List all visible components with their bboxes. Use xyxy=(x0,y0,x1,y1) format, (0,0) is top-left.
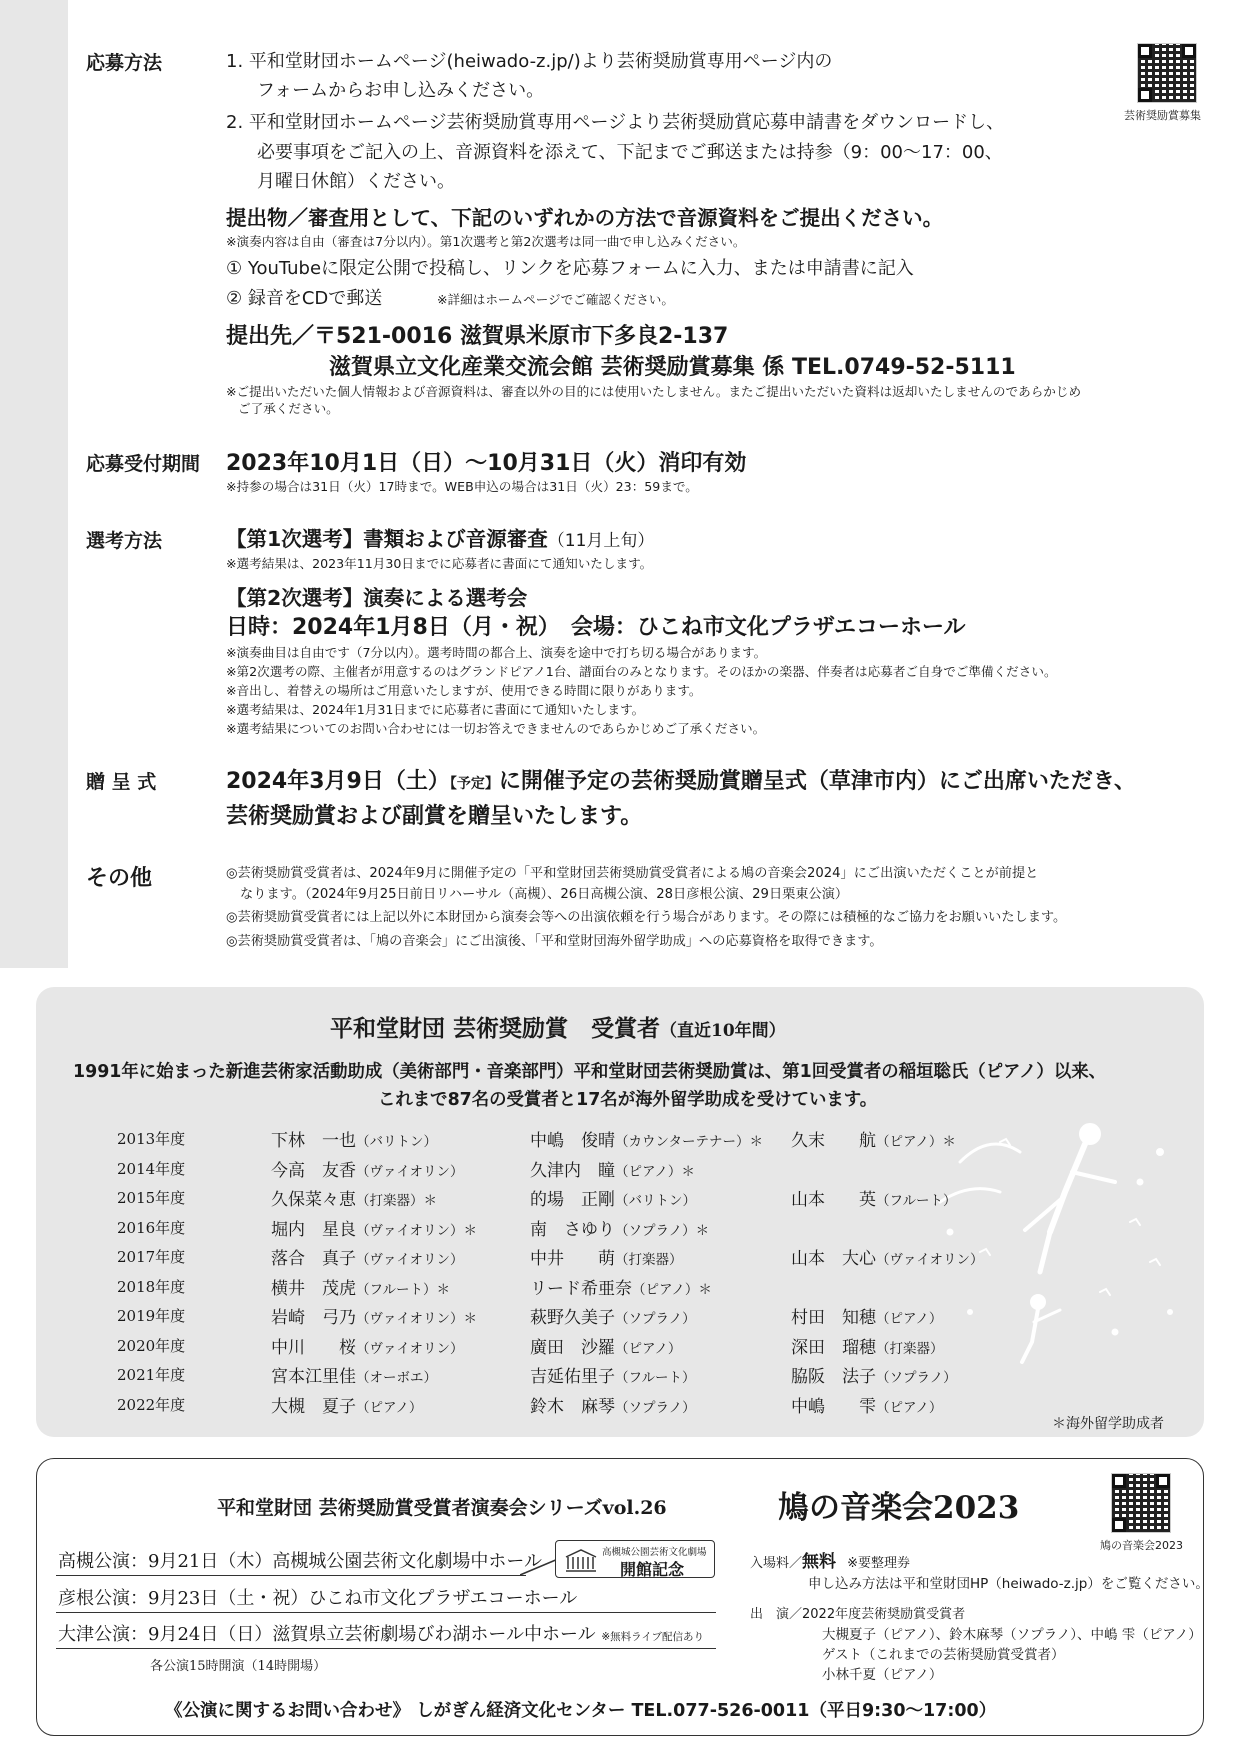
show-extra-note: ※無料ライブ配信あり xyxy=(601,1631,705,1643)
show-underline xyxy=(56,1648,716,1649)
winner-entry xyxy=(271,1126,437,1151)
show-detail: ：9月24日（日）滋賀県立芸術劇場びわ湖ホール中ホール xyxy=(130,1624,596,1645)
winner-name: 廣田 沙羅 xyxy=(530,1337,615,1358)
winner-instrument: （ピアノ） xyxy=(356,1399,423,1416)
winner-entry xyxy=(530,1156,695,1181)
second-selection-title: 【第2次選考】演奏による選考会 xyxy=(226,586,528,610)
winner-year: 2020年度 xyxy=(117,1336,186,1355)
show-city: 彦根公演 xyxy=(58,1588,130,1609)
winners-title xyxy=(330,1010,786,1043)
concert-title: 鳩の音楽会2023 xyxy=(778,1490,1020,1526)
winner-year: 2015年度 xyxy=(117,1189,186,1207)
application-item2-line2: 必要事項をご記入の上、音源資料を添えて、下記までご郵送または持参（9：00～17：00、 xyxy=(257,142,1003,163)
show-city: 高槻公演 xyxy=(58,1551,130,1572)
first-selection-note: ※選考結果は、2023年11月30日までに応募者に書面にて通知いたします。 xyxy=(226,556,653,571)
left-margin-bar xyxy=(0,0,68,968)
guest: 小林千夏（ピアノ） xyxy=(822,1667,943,1683)
winner-year: 2016年度 xyxy=(117,1218,186,1237)
winner-name: 落合 真子 xyxy=(271,1249,356,1269)
winner-instrument: （ヴァイオリン） xyxy=(356,1340,464,1357)
section-label-application: 応募方法 xyxy=(86,52,163,74)
winner-entry xyxy=(271,1215,477,1240)
winners-title-sub: （直近10年間） xyxy=(660,1021,786,1041)
winner-entry xyxy=(530,1185,696,1210)
winner-instrument: （ヴァイオリン）＊ xyxy=(356,1222,477,1239)
winner-name: 堀内 星良 xyxy=(271,1219,356,1240)
qr-code-concert[interactable] xyxy=(1111,1473,1171,1533)
winner-year: 2013年度 xyxy=(117,1130,186,1148)
section-label-ceremony: 贈 呈 式 xyxy=(86,771,157,793)
application-item2-line3: 月曜日休館）ください。 xyxy=(257,171,455,192)
submit-note: ※演奏内容は自由（審査は7分以内）。第1次選考と第2次選考は同一曲で申し込みください。 xyxy=(226,234,746,249)
submit-option-cd: ② 録音をCDで郵送 xyxy=(226,288,383,309)
first-selection-heading xyxy=(226,522,654,552)
winner-entry xyxy=(271,1392,422,1417)
winners-intro-line1: 1991年に始まった新進芸術家活動助成（美術部門・音楽部門）平和堂財団芸術奨励賞は、第1回受賞者の稲垣聡氏（ピアノ）以来、 xyxy=(73,1062,1106,1082)
guest-label: ゲスト（これまでの芸術奨励賞受賞者） xyxy=(822,1647,1065,1663)
winner-instrument: （フルート） xyxy=(876,1193,957,1209)
winner-instrument: （バリトン） xyxy=(615,1193,696,1209)
winner-year: 2014年度 xyxy=(117,1159,186,1178)
winner-name: 山本 英 xyxy=(791,1190,876,1210)
show-takatsuki xyxy=(58,1547,542,1573)
performers: 大槻夏子（ピアノ）、鈴木麻琴（ソプラノ）、中嶋 雫（ピアノ） xyxy=(822,1627,1202,1643)
winner-instrument: （ピアノ）＊ xyxy=(876,1134,956,1150)
selection-note: ※選考結果についてのお問い合わせには一切お答えできませんのであらかじめご了承ください。 xyxy=(226,721,766,736)
winner-instrument: （ヴァイオリン） xyxy=(876,1252,984,1268)
concert-series: 平和堂財団 芸術奨励賞受賞者演奏会シリーズvol.26 xyxy=(217,1497,667,1519)
winner-name: 鈴木 麻琴 xyxy=(530,1396,615,1417)
winner-entry xyxy=(271,1362,437,1387)
winner-name: 萩野久美子 xyxy=(530,1308,615,1328)
winner-year: 2017年度 xyxy=(117,1248,186,1266)
first-selection-title: 【第1次選考】書類および音源審査 xyxy=(226,527,548,551)
winner-entry xyxy=(530,1333,681,1358)
show-city: 大津公演 xyxy=(58,1624,130,1645)
winner-name: 深田 瑠穂 xyxy=(791,1337,876,1358)
other-note: ◎芸術奨励賞受賞者は、2024年9月に開催予定の「平和堂財団芸術奨励賞受賞者による鳩の音楽会2024」にご出演いただくことが前提と xyxy=(226,866,1039,881)
winner-name: 中川 桜 xyxy=(271,1337,356,1358)
submit-heading: 提出物／審査用として、下記のいずれかの方法で音源資料をご提出ください。 xyxy=(226,206,944,230)
application-period: 2023年10月1日（日）～10月31日（火）消印有効 xyxy=(226,451,747,476)
winner-instrument: （ソプラノ） xyxy=(615,1399,696,1416)
winner-name: 吉延佑里子 xyxy=(530,1367,615,1387)
winner-name: 中井 萌 xyxy=(530,1249,615,1269)
winner-instrument: （打楽器） xyxy=(615,1252,683,1268)
winner-instrument: （ソプラノ） xyxy=(615,1311,696,1327)
winner-instrument: （ピアノ）＊ xyxy=(615,1163,695,1180)
winner-entry xyxy=(791,1392,942,1417)
music-figures-illustration xyxy=(900,1112,1200,1372)
ceremony-line1 xyxy=(226,764,1136,795)
winner-instrument: （ヴァイオリン） xyxy=(356,1252,464,1268)
winner-name: 岩崎 弓乃 xyxy=(271,1308,356,1328)
badge-theater-name: 高槻城公園芸術文化劇場 xyxy=(602,1547,707,1558)
privacy-note-line2: ご了承ください。 xyxy=(238,401,339,416)
ceremony-tentative-tag: 【予定】 xyxy=(449,776,499,792)
winner-entry xyxy=(271,1274,450,1299)
section-label-other: その他 xyxy=(86,866,153,891)
winner-name: 久津内 瞳 xyxy=(530,1160,615,1181)
winner-instrument: （フルート）＊ xyxy=(356,1281,450,1298)
winner-instrument: （オーボエ） xyxy=(356,1370,437,1386)
show-otsu xyxy=(58,1620,704,1646)
winner-entry xyxy=(271,1303,477,1328)
selection-note: ※音出し、着替えの場所はご用意いたしますが、使用できる時間に限りがあります。 xyxy=(226,683,702,698)
start-time: 各公演15時開演（14時開場） xyxy=(150,1659,327,1674)
section-label-selection: 選考方法 xyxy=(86,530,163,552)
winner-name: 横井 茂虎 xyxy=(271,1278,356,1299)
submission-address-line2: 滋賀県立文化産業交流会館 芸術奨励賞募集 係 TEL.0749-52-5111 xyxy=(329,355,1016,380)
winner-name: 中嶋 雫 xyxy=(791,1396,876,1417)
selection-note: ※第2次選考の際、主催者が用意するのはグランドピアノ1台、譜面台のみとなります。そのほかの楽器、伴奏者は応募者ご自身でご準備ください。 xyxy=(226,664,1057,679)
admission-value: 無料 xyxy=(802,1552,837,1572)
winner-name: 南 さゆり xyxy=(530,1219,615,1240)
winner-year: 2022年度 xyxy=(117,1395,186,1414)
submission-address-line1: 提出先／〒521-0016 滋賀県米原市下多良2-137 xyxy=(226,324,729,349)
winner-instrument: （ヴァイオリン）＊ xyxy=(356,1311,477,1327)
winner-instrument: （打楽器） xyxy=(876,1340,944,1357)
winner-instrument: （フルート） xyxy=(615,1370,696,1386)
winner-entry xyxy=(530,1392,696,1417)
qr-code-application[interactable] xyxy=(1137,43,1197,103)
selection-note: ※選考結果は、2024年1月31日までに応募者に書面にて通知いたします。 xyxy=(226,702,645,717)
show-detail: ：9月23日（土・祝）ひこね市文化プラザエコーホール xyxy=(130,1588,578,1609)
badge-opening-label: 開館記念 xyxy=(620,1560,685,1579)
winner-entry xyxy=(791,1185,956,1210)
winner-entry xyxy=(791,1303,942,1328)
theater-building-icon xyxy=(564,1547,598,1573)
winner-name: 脇阪 法子 xyxy=(791,1367,876,1387)
winner-entry xyxy=(791,1126,956,1151)
winners-intro-line2: これまで87名の受賞者と17名が海外留学助成を受けています。 xyxy=(378,1090,878,1110)
privacy-note-line1: ※ご提出いただいた個人情報および音源資料は、審査以外の目的には使用いたしません。またご提出いただいた資料は返却いたしませんのであらかじめ xyxy=(226,384,1082,399)
winners-footnote: ＊海外留学助成者 xyxy=(1052,1416,1164,1432)
performers-label: 出 演／2022年度芸術奨励賞受賞者 xyxy=(750,1607,966,1622)
winner-entry xyxy=(791,1244,983,1269)
submit-option-youtube: ① YouTubeに限定公開で投稿し、リンクを応募フォームに入力、または申請書に記入 xyxy=(226,258,914,279)
apply-instructions: 申し込み方法は平和堂財団HP（heiwado-z.jp）をご覧ください。 xyxy=(808,1576,1209,1592)
show-underline xyxy=(56,1575,526,1576)
section-label-period: 応募受付期間 xyxy=(86,453,201,475)
opening-commemoration-badge xyxy=(555,1540,715,1578)
winner-instrument: （ピアノ） xyxy=(876,1311,943,1327)
winner-name: 中嶋 俊晴 xyxy=(530,1131,615,1151)
show-detail: ：9月21日（木）高槻城公園芸術文化劇場中ホール xyxy=(130,1551,542,1572)
application-period-note: ※持参の場合は31日（火）17時まで。WEB申込の場合は31日（火）23：59まで。 xyxy=(226,479,698,494)
winner-name: 山本 大心 xyxy=(791,1249,876,1269)
winner-instrument: （ピアノ）＊ xyxy=(632,1281,712,1298)
winner-entry xyxy=(530,1244,683,1269)
winner-name: 久末 航 xyxy=(791,1131,876,1151)
winner-name: 大槻 夏子 xyxy=(271,1396,356,1417)
other-note: なります。（2024年9月25日前日リハーサル（高槻）、26日高槻公演、28日彦根公演、29日栗東公演） xyxy=(240,887,849,902)
winner-entry xyxy=(271,1333,463,1358)
ceremony-line2: 芸術奨励賞および副賞を贈呈いたします。 xyxy=(226,804,643,829)
application-item1-line2: フォームからお申し込みください。 xyxy=(257,80,545,101)
winner-instrument: （カウンターテナー）＊ xyxy=(615,1134,763,1150)
concert-contact: 《公演に関するお問い合わせ》 しがぎん経済文化センター TEL.077-526-0011（平日9:30～17:00） xyxy=(165,1701,997,1721)
selection-note: ※演奏曲目は自由です（7分以内）。選考時間の都合上、演奏を途中で打ち切る場合があります。 xyxy=(226,645,767,660)
winner-name: 村田 知穂 xyxy=(791,1308,876,1328)
qr-caption-concert: 鳩の音楽会2023 xyxy=(1100,1539,1183,1552)
winner-name: 宮本江里佳 xyxy=(271,1367,356,1387)
winner-entry xyxy=(271,1185,437,1210)
qr-caption-application: 芸術奨励賞募集 xyxy=(1124,109,1201,122)
winner-entry xyxy=(271,1244,463,1269)
admission-note: ※要整理券 xyxy=(847,1556,911,1571)
second-selection-datetime: 日時：2024年1月8日（月・祝） 会場：ひこね市文化プラザエコーホール xyxy=(226,615,966,640)
other-note: ◎芸術奨励賞受賞者には上記以外に本財団から演奏会等への出演依頼を行う場合があります。その際には積極的なご協力をお願いいたします。 xyxy=(226,910,1067,925)
winner-instrument: （ソプラノ）＊ xyxy=(615,1222,710,1239)
admission-label: 入場料／ xyxy=(750,1556,803,1571)
winner-entry xyxy=(791,1362,957,1387)
winner-name: リード希亜奈 xyxy=(530,1278,632,1299)
winner-entry xyxy=(530,1274,712,1299)
badge-pointer xyxy=(520,1556,560,1578)
winner-year: 2019年度 xyxy=(117,1307,186,1325)
winner-instrument: （ヴァイオリン） xyxy=(356,1163,464,1180)
first-selection-timing: （11月上旬） xyxy=(547,531,655,551)
show-hikone xyxy=(58,1584,577,1610)
application-item2-line1: 2. 平和堂財団ホームページ芸術奨励賞専用ページより芸術奨励賞応募申請書をダウンロードし、 xyxy=(226,112,1005,133)
admission xyxy=(750,1547,910,1572)
ceremony-date: 2024年3月9日（土） xyxy=(226,769,450,794)
winner-year: 2018年度 xyxy=(117,1277,186,1296)
other-note: ◎芸術奨励賞受賞者は、「鳩の音楽会」にご出演後、「平和堂財団海外留学助成」への応募資格を取得できます。 xyxy=(226,934,883,949)
winner-instrument: （バリトン） xyxy=(356,1134,437,1150)
winner-entry xyxy=(530,1215,709,1240)
winners-title-main: 平和堂財団 芸術奨励賞 受賞者 xyxy=(330,1015,661,1042)
submit-option-cd-note: ※詳細はホームページでご確認ください。 xyxy=(437,292,674,307)
winner-entry xyxy=(791,1333,944,1358)
winner-name: 的場 正剛 xyxy=(530,1190,615,1210)
winner-entry xyxy=(271,1156,463,1181)
winner-name: 久保菜々恵 xyxy=(271,1190,356,1210)
winner-name: 今高 友香 xyxy=(271,1160,356,1181)
ceremony-description: に開催予定の芸術奨励賞贈呈式（草津市内）にご出席いただき、 xyxy=(498,769,1136,794)
winner-entry xyxy=(530,1303,696,1328)
winner-instrument: （ソプラノ） xyxy=(876,1370,957,1386)
winner-instrument: （ピアノ） xyxy=(615,1340,682,1357)
show-underline xyxy=(56,1612,716,1613)
winner-name: 下林 一也 xyxy=(271,1131,356,1151)
application-item1-line1: 1. 平和堂財団ホームページ(heiwado-z.jp/)より芸術奨励賞専用ページ内の xyxy=(226,51,833,72)
winner-instrument: （ピアノ） xyxy=(876,1399,943,1416)
winner-entry xyxy=(530,1126,763,1151)
winner-year: 2021年度 xyxy=(117,1366,186,1384)
winner-entry xyxy=(530,1362,695,1387)
winner-instrument: （打楽器）＊ xyxy=(356,1193,437,1209)
